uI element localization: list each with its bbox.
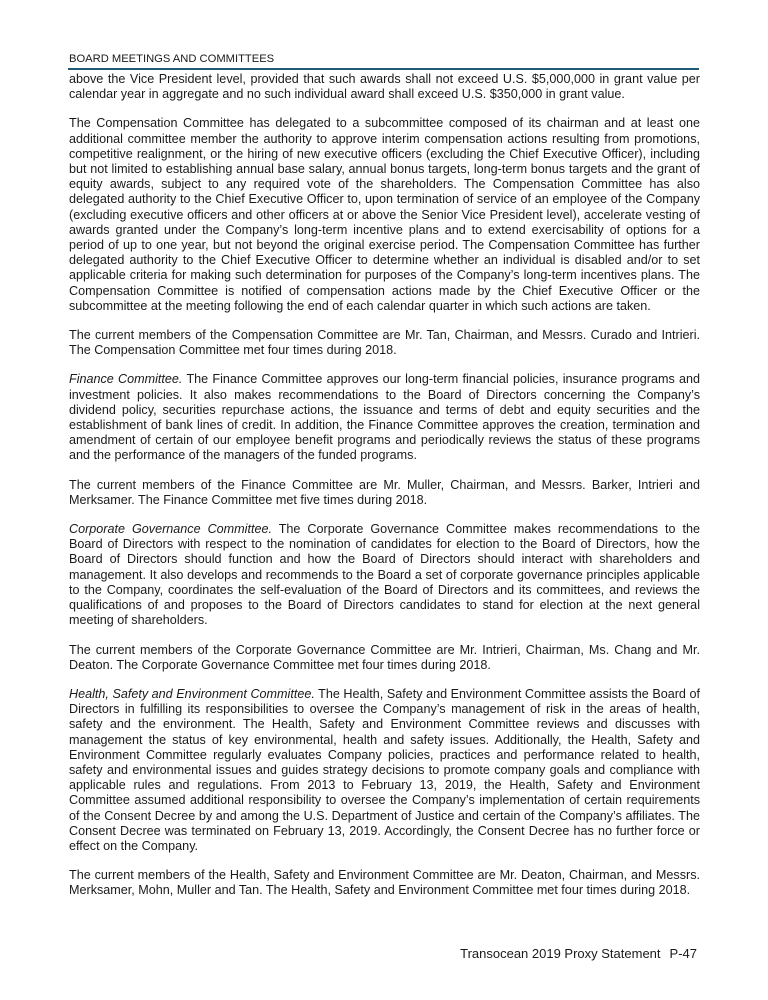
paragraph-text: The current members of the Health, Safety and Environment Committee are Mr. Deaton, Chairman, and Messrs. Merksamer, Mohn, Muller and Tan. The Health, Safety and Environment Committee met four times during 2018. [69,868,700,898]
paragraph-finance-members [69,478,700,508]
paragraph-award-limits [69,72,700,102]
paragraph-text: The Finance Committee approves our long-term financial policies, insurance programs and investment policies. It also makes recommendations to the Board of Directors concerning the Company’s dividend policy, securities repurchase actions, the issuance and terms of debt and equity securities and the establishment of bank lines of credit. In addition, the Finance Committee approves the creation, termination and amendment of certain of our employee benefit programs and periodically reviews the status of these programs and the performance of the managers of the funded programs. [69,372,700,463]
paragraph-lead-corporate-governance-committee: Corporate Governance Committee. [69,522,272,537]
paragraph-corporate-governance-members [69,643,700,673]
paragraph-text: The current members of the Compensation Committee are Mr. Tan, Chairman, and Messrs. Curado and Intrieri. The Compensation Committee met four times during 2018. [69,328,700,358]
paragraph-compensation-members [69,328,700,358]
paragraph-finance-committee [69,372,700,463]
paragraph-text: above the Vice President level, provided that such awards shall not exceed U.S. $5,000,000 in grant value per calendar year in aggregate and no such individual award shall exceed U.S. $350,000 in grant value. [69,72,700,102]
paragraph-text: The Corporate Governance Committee makes recommendations to the Board of Directors with respect to the nomination of candidates for election to the Board of Directors, how the Board of Directors should function and how the Board of Directors should interact with shareholders and management. It also develops and recommends to the Board a set of corporate governance principles applicable to the Company, coordinates the self-evaluation of the Board of Directors and its committees, and reviews the qualifications of and proposes to the Board of Directors candidates to stand for election at the next general meeting of shareholders. [69,522,700,628]
paragraph-compensation-delegation [69,116,700,314]
paragraph-lead-finance-committee: Finance Committee. [69,372,183,387]
page-footer [69,946,697,961]
paragraph-hse-committee [69,687,700,854]
paragraph-text: The Compensation Committee has delegated to a subcommittee composed of its chairman and at least one additional committee member the authority to approve interim compensation actions resulting from promotions, competitive realignment, or the hiring of new executive officers (excluding the Chief Executive Officer), including but not limited to establishing annual base salary, annual bonus targets, long-term bonus targets and the grant of equity awards, subject to any required vote of the shareholders. The Compensation Committee has also delegated authority to the Chief Executive Officer to, upon termination of service of an employee of the Company (excluding executive officers and other officers at or above the Senior Vice President level), accelerate vesting of awards granted under the Company’s long-term incentive plans and to extend exercisability of options for a period of up to one year, but not beyond the original exercise period. The Compensation Committee has further delegated authority to the Chief Executive Officer to determine whether an individual is disabled and/or to set applicable criteria for making such determination for purposes of the Company’s long-term incentives plans. The Compensation Committee is notified of compensation actions made by the Chief Executive Officer or the subcommittee at the meeting following the end of each calendar quarter in which such actions are taken. [69,116,700,313]
paragraph-corporate-governance-committee [69,522,700,628]
footer-document-title: Transocean 2019 Proxy Statement [460,946,661,961]
paragraph-hse-members [69,868,700,898]
paragraph-lead-hse-committee: Health, Safety and Environment Committee. [69,686,315,701]
paragraph-text: The current members of the Finance Committee are Mr. Muller, Chairman, and Messrs. Barker, Intrieri and Merksamer. The Finance Committee met five times during 2018. [69,477,700,507]
paragraph-text: The current members of the Corporate Governance Committee are Mr. Intrieri, Chairman, Ms. Chang and Mr. Deaton. The Corporate Governance Committee met four times during 2018. [69,642,700,672]
paragraph-text: The Health, Safety and Environment Committee assists the Board of Directors in fulfilling its responsibilities to oversee the Company’s management of risk in the areas of health, safety and the environment. The Health, Safety and Environment Committee reviews and discusses with management the status of key environmental, health and safety issues. Additionally, the Health, Safety and Environment Committee regularly evaluates Company policies, practices and performance related to health, safety and environmental issues and guides strategy decisions to promote company goals and compliance with applicable rules and regulations. From 2013 to February 13, 2019, the Health, Safety and Environment Committee assumed additional responsibility to oversee the Company’s implementation of certain requirements of the Consent Decree by and among the U.S. Department of Justice and certain of the Company’s affiliates. The Consent Decree was terminated on February 13, 2019. Accordingly, the Consent Decree has no further force or effect on the Company. [69,686,700,853]
header-divider [68,68,699,70]
document-body [69,72,700,913]
page-number: P-47 [669,946,697,961]
section-header: BOARD MEETINGS AND COMMITTEES [69,53,275,65]
